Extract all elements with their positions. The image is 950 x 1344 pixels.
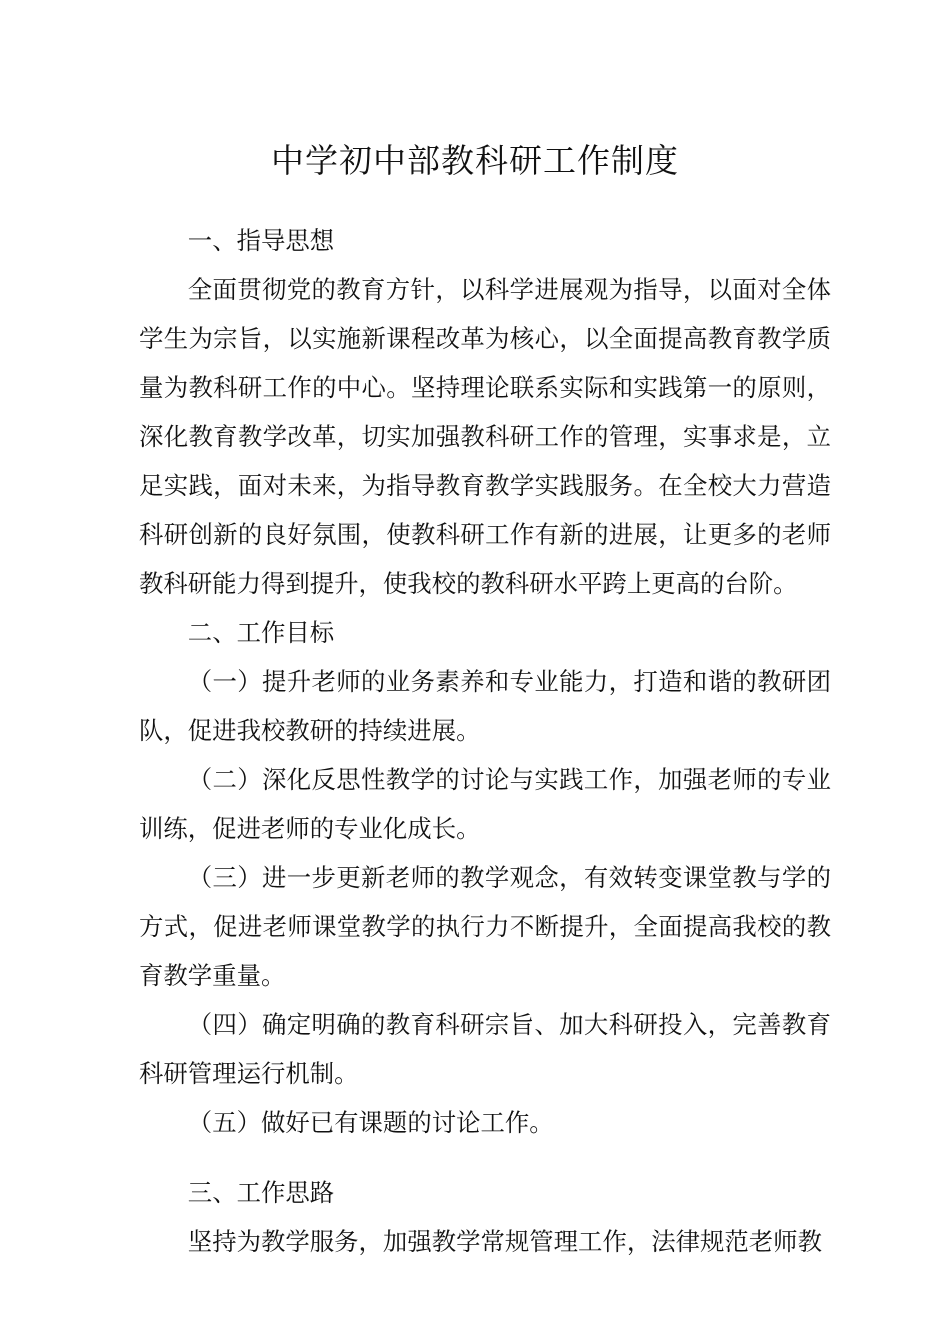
paragraph-guiding-ideology: 全面贯彻党的教育方针，以科学进展观为指导，以面对全体学生为宗旨，以实施新课程改革为核心，以全面提高教育教学质量为教科研工作的中心。坚持理论联系实际和实践第一的原则，深化教育教学改革，切实加强教科研工作的管理，实事求是，立足实践，面对未来，为指导教育教学实践服务。在全校大力营造科研创新的良好氛围，使教科研工作有新的进展，让更多的老师教科研能力得到提升，使我校的教科研水平跨上更高的台阶。 (139, 275, 831, 598)
paragraph-goal-5: （五）做好已有课题的讨论工作。 (187, 1108, 554, 1137)
paragraph-goal-3: （三）进一步更新老师的教学观念，有效转变课堂教与学的方式，促进老师课堂教学的执行力不断提升，全面提高我校的教育教学重量。 (139, 863, 831, 990)
document-title: 中学初中部教科研工作制度 (271, 141, 679, 180)
document-body (139, 216, 831, 1266)
section-heading-guiding-ideology: 一、指导思想 (187, 226, 335, 255)
paragraph-goal-2: （二）深化反思性教学的讨论与实践工作，加强老师的专业训练，促进老师的专业化成长。 (139, 765, 831, 843)
paragraph-goal-4: （四）确定明确的教育科研宗旨、加大科研投入，完善教育科研管理运行机制。 (139, 1010, 831, 1088)
paragraph-work-approach: 坚持为教学服务，加强教学常规管理工作，法律规范老师教 (187, 1227, 822, 1256)
section-heading-work-approach: 三、工作思路 (187, 1178, 335, 1207)
paragraph-goal-1: （一）提升老师的业务素养和专业能力，打造和谐的教研团队，促进我校教研的持续进展。 (139, 667, 831, 745)
section-heading-work-goals: 二、工作目标 (187, 618, 335, 647)
